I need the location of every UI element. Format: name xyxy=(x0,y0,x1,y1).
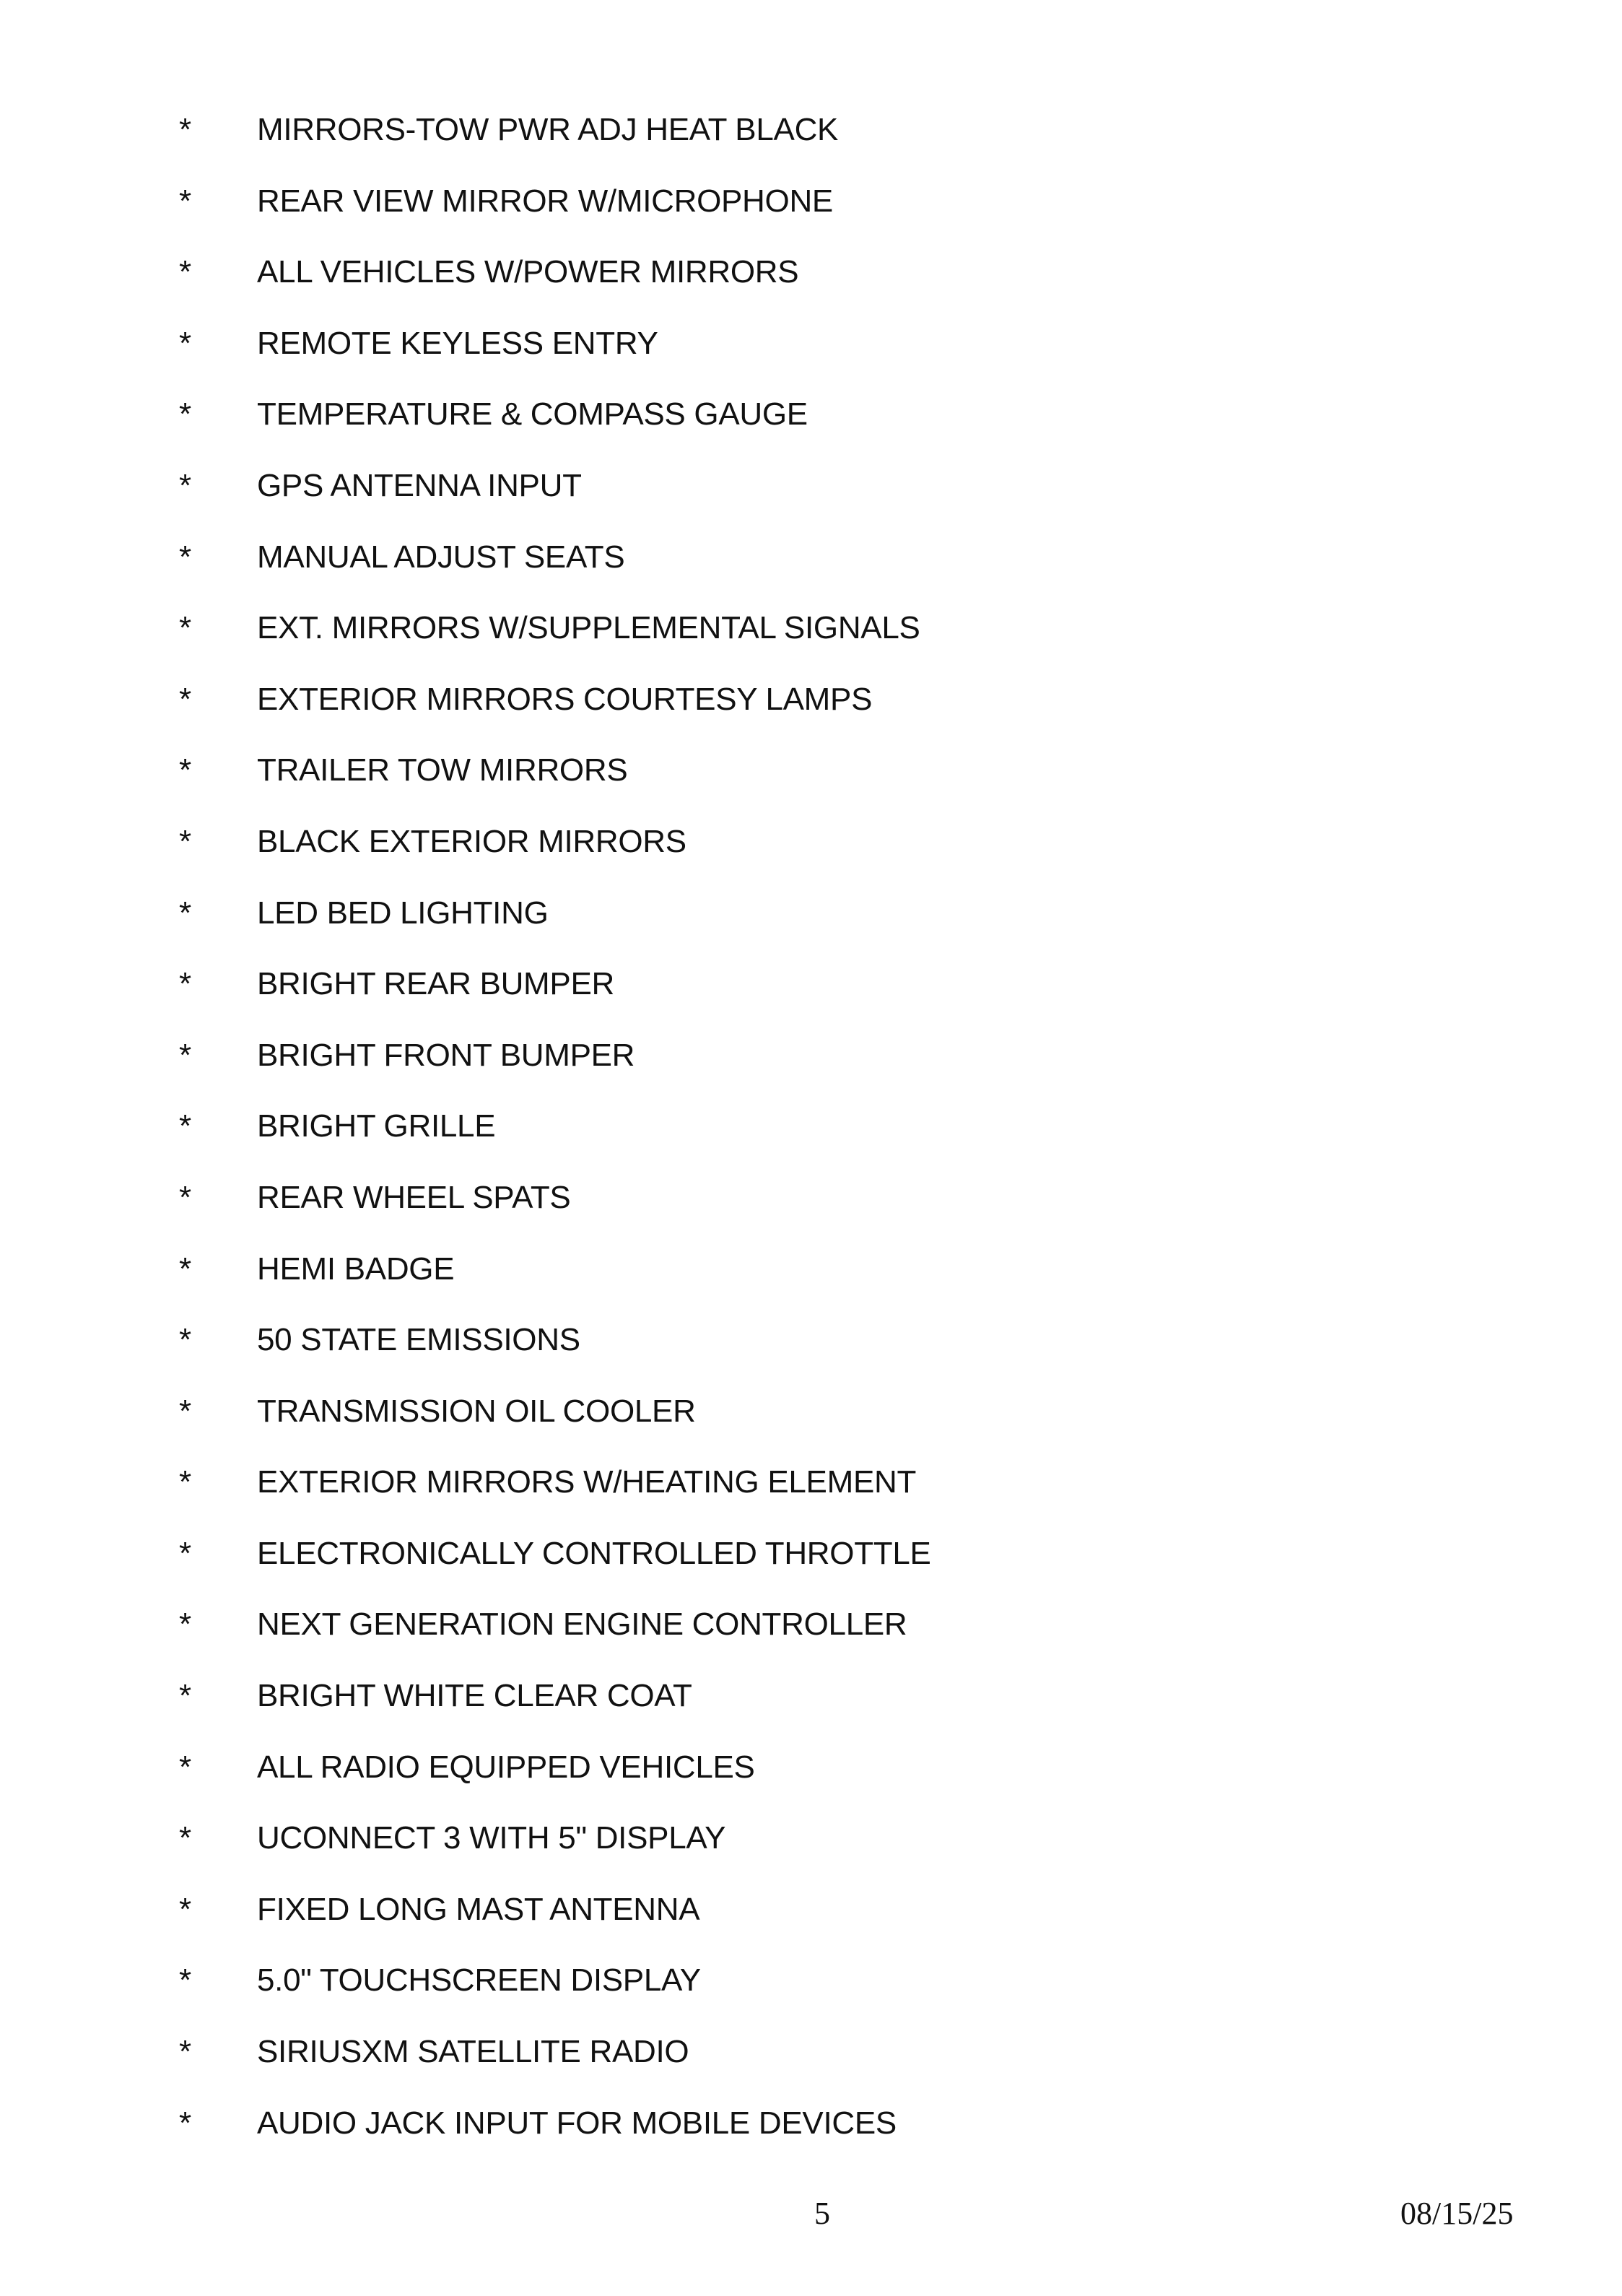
bullet-marker: * xyxy=(179,254,192,290)
list-item xyxy=(0,820,1622,892)
bullet-marker: * xyxy=(179,1179,192,1215)
feature-label: HEMI BADGE xyxy=(257,1251,455,1287)
bullet-marker: * xyxy=(179,1678,192,1714)
feature-label: LED BED LIGHTING xyxy=(257,895,549,931)
bullet-marker: * xyxy=(179,895,192,931)
list-item xyxy=(0,1176,1622,1248)
bullet-marker: * xyxy=(179,2034,192,2070)
feature-label: REMOTE KEYLESS ENTRY xyxy=(257,325,658,361)
list-item xyxy=(0,322,1622,393)
bullet-marker: * xyxy=(179,752,192,788)
list-item xyxy=(0,1746,1622,1817)
list-item xyxy=(0,1532,1622,1604)
list-item xyxy=(0,108,1622,180)
feature-label: REAR VIEW MIRROR W/MICROPHONE xyxy=(257,183,833,219)
feature-label: 50 STATE EMISSIONS xyxy=(257,1322,580,1358)
bullet-marker: * xyxy=(179,1962,192,1999)
list-item xyxy=(0,1248,1622,1319)
feature-label: FIXED LONG MAST ANTENNA xyxy=(257,1891,700,1927)
feature-label: BRIGHT WHITE CLEAR COAT xyxy=(257,1678,692,1714)
feature-label: NEXT GENERATION ENGINE CONTROLLER xyxy=(257,1606,907,1643)
bullet-marker: * xyxy=(179,1108,192,1144)
bullet-marker: * xyxy=(179,610,192,646)
bullet-marker: * xyxy=(179,1891,192,1927)
list-item xyxy=(0,1318,1622,1390)
list-item xyxy=(0,536,1622,607)
bullet-marker: * xyxy=(179,1749,192,1785)
feature-label: BRIGHT REAR BUMPER xyxy=(257,966,614,1002)
feature-label: TRANSMISSION OIL COOLER xyxy=(257,1393,696,1429)
list-item xyxy=(0,1461,1622,1532)
bullet-marker: * xyxy=(179,467,192,503)
feature-label: AUDIO JACK INPUT FOR MOBILE DEVICES xyxy=(257,2105,897,2141)
bullet-marker: * xyxy=(179,1535,192,1571)
feature-label: BLACK EXTERIOR MIRRORS xyxy=(257,823,686,859)
bullet-marker: * xyxy=(179,112,192,147)
feature-label: MANUAL ADJUST SEATS xyxy=(257,539,625,575)
feature-label: UCONNECT 3 WITH 5" DISPLAY xyxy=(257,1820,726,1856)
list-item xyxy=(0,180,1622,251)
feature-label: EXT. MIRRORS W/SUPPLEMENTAL SIGNALS xyxy=(257,610,920,646)
list-item xyxy=(0,1817,1622,1888)
bullet-marker: * xyxy=(179,539,192,575)
list-item xyxy=(0,464,1622,536)
bullet-marker: * xyxy=(179,183,192,219)
feature-label: ALL VEHICLES W/POWER MIRRORS xyxy=(257,254,799,290)
feature-label: SIRIUSXM SATELLITE RADIO xyxy=(257,2034,689,2070)
document-date: 08/15/25 xyxy=(1400,2196,1514,2231)
feature-label: BRIGHT FRONT BUMPER xyxy=(257,1037,635,1073)
bullet-marker: * xyxy=(179,823,192,859)
bullet-marker: * xyxy=(179,396,192,432)
bullet-marker: * xyxy=(179,1606,192,1643)
feature-label: EXTERIOR MIRRORS W/HEATING ELEMENT xyxy=(257,1464,917,1500)
feature-label: TEMPERATURE & COMPASS GAUGE xyxy=(257,396,808,432)
list-item xyxy=(0,1674,1622,1746)
feature-label: GPS ANTENNA INPUT xyxy=(257,467,582,503)
list-item xyxy=(0,1888,1622,1960)
list-item xyxy=(0,1034,1622,1105)
bullet-marker: * xyxy=(179,1464,192,1500)
bullet-marker: * xyxy=(179,2105,192,2141)
bullet-marker: * xyxy=(179,1393,192,1429)
list-item xyxy=(0,1105,1622,1176)
list-item xyxy=(0,606,1622,678)
list-item xyxy=(0,678,1622,749)
list-item xyxy=(0,1603,1622,1674)
feature-list xyxy=(0,108,1622,2173)
feature-label: 5.0" TOUCHSCREEN DISPLAY xyxy=(257,1962,701,1999)
list-item xyxy=(0,749,1622,820)
list-item xyxy=(0,962,1622,1034)
list-item xyxy=(0,393,1622,464)
list-item xyxy=(0,251,1622,322)
feature-label: TRAILER TOW MIRRORS xyxy=(257,752,628,788)
feature-label: BRIGHT GRILLE xyxy=(257,1108,496,1144)
bullet-marker: * xyxy=(179,1251,192,1287)
bullet-marker: * xyxy=(179,681,192,717)
bullet-marker: * xyxy=(179,325,192,361)
list-item xyxy=(0,1390,1622,1461)
feature-label: ELECTRONICALLY CONTROLLED THROTTLE xyxy=(257,1535,931,1571)
bullet-marker: * xyxy=(179,1037,192,1073)
bullet-marker: * xyxy=(179,966,192,1002)
feature-label: ALL RADIO EQUIPPED VEHICLES xyxy=(257,1749,755,1785)
page-number: 5 xyxy=(814,2196,830,2231)
list-item xyxy=(0,892,1622,963)
feature-label: REAR WHEEL SPATS xyxy=(257,1179,571,1215)
list-item xyxy=(0,2102,1622,2173)
list-item xyxy=(0,1959,1622,2030)
feature-label: MIRRORS-TOW PWR ADJ HEAT BLACK xyxy=(257,112,839,147)
list-item xyxy=(0,2030,1622,2102)
feature-label: EXTERIOR MIRRORS COURTESY LAMPS xyxy=(257,681,873,717)
bullet-marker: * xyxy=(179,1820,192,1856)
bullet-marker: * xyxy=(179,1322,192,1358)
